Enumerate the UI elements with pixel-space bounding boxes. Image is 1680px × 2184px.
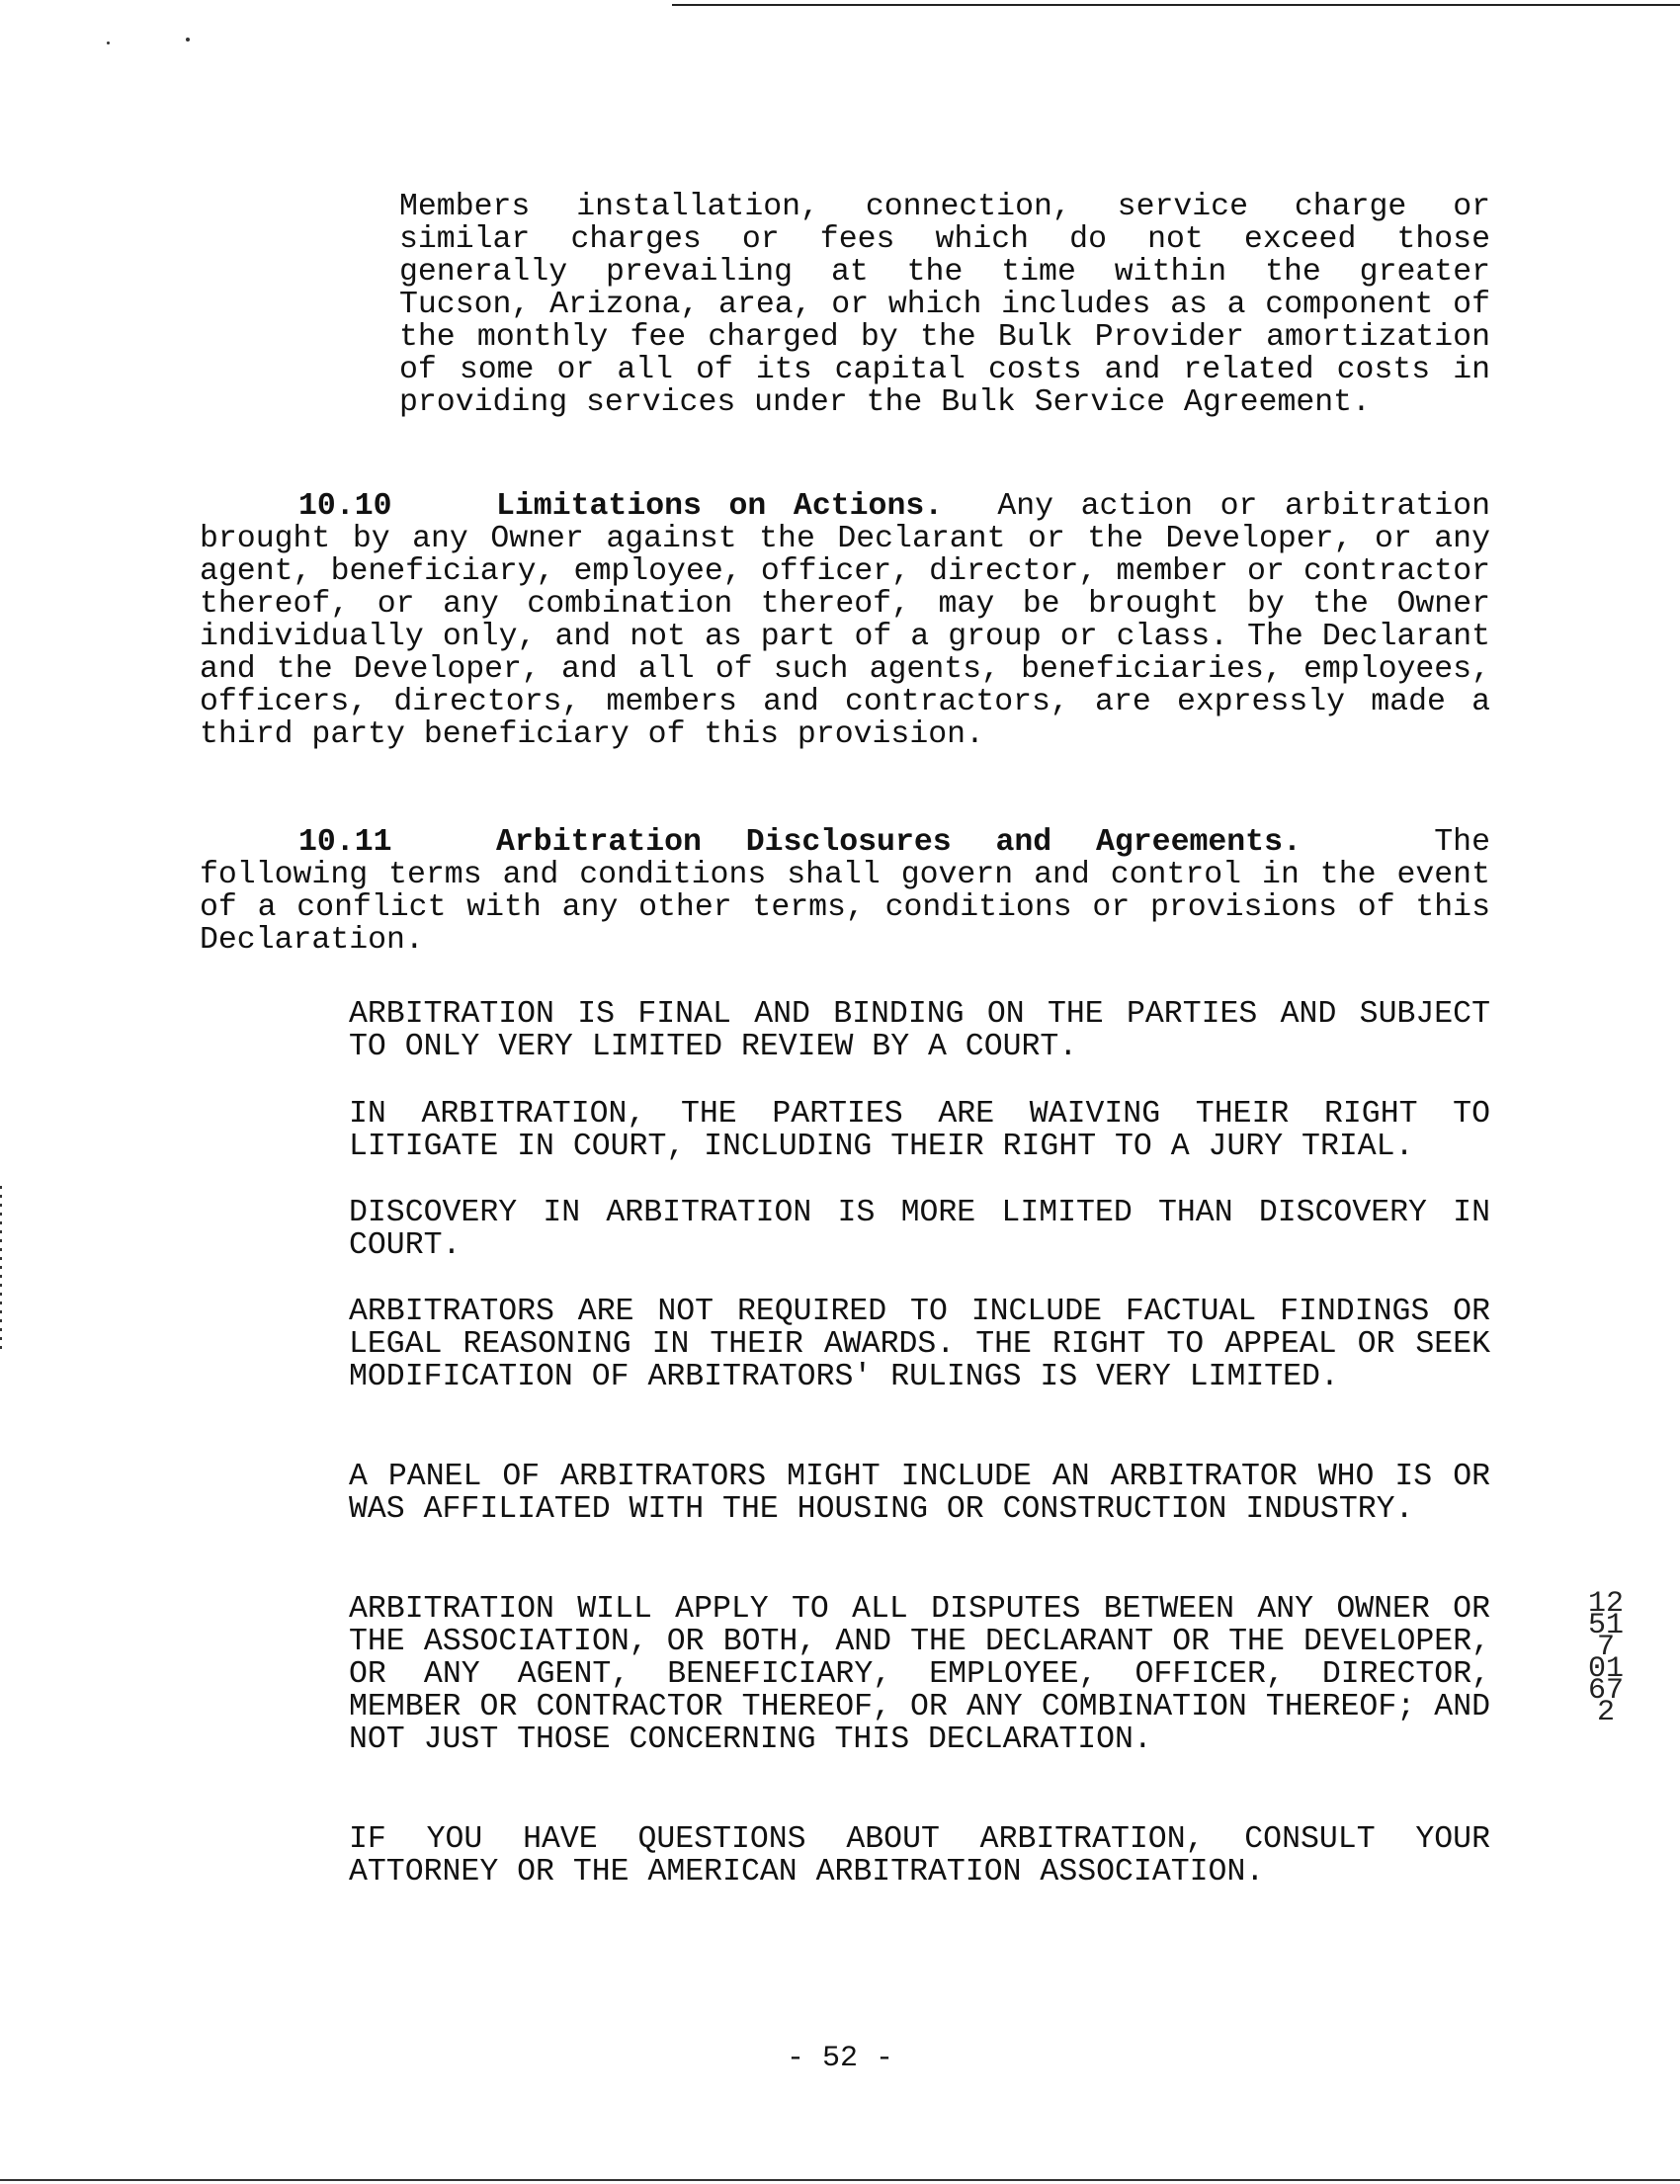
disclosure-paragraph: ARBITRATION IS FINAL AND BINDING ON THE PARTIES AND SUBJECT TO ONLY VERY LIMITED REVIEW BY A COURT. <box>349 997 1490 1064</box>
section-number: 10.10 <box>298 489 392 524</box>
section-title: Arbitration Disclosures and Agreements. <box>496 825 1302 860</box>
page-number: - 52 - <box>786 2042 894 2075</box>
disclosure-paragraph: ARBITRATION WILL APPLY TO ALL DISPUTES BETWEEN ANY OWNER OR THE ASSOCIATION, OR BOTH, AND THE DECLARANT OR THE DEVELOPER, OR ANY AGENT, BENEFICIARY, EMPLOYEE, OFFICER, DIRECTOR, MEMBER OR CONTRACTOR THEREOF, OR ANY COMBINATION THEREOF; AND NOT JUST THOSE CONCERNING THIS DECLARATION. <box>349 1592 1490 1757</box>
section-body: Any action or arbitration brought by any Owner against the Declarant or the Developer, or any agent, beneficiary, employee, officer, director, member or contractor thereof, or any combination thereof, may be brought by the Owner individually only, and not as part of a group or class. The Declarant and the Developer, and all of such agents, beneficiaries, employees, officers, directors, members and contractors, are expressly made a third party beneficiary of this provision. <box>200 489 1490 752</box>
recording-number: 12517 01672 <box>1587 1587 1624 1729</box>
disclosure-paragraph: DISCOVERY IN ARBITRATION IS MORE LIMITED THAN DISCOVERY IN COURT. <box>349 1196 1490 1263</box>
scan-edge-left <box>0 1186 2 1354</box>
intro-paragraph: Members installation, connection, service charge or similar charges or fees which do not exceed those generally prevailing at the time within the greater Tucson, Arizona, area, or which includes as a component of the monthly fee charged by the Bulk Provider amortization of some or all of its capital costs and related costs in providing services under the Bulk Service Agreement. <box>399 190 1490 420</box>
scan-speck <box>107 42 110 44</box>
scan-edge-bottom <box>0 2179 1680 2181</box>
scan-edge-top <box>672 4 1680 6</box>
section-number: 10.11 <box>298 825 392 860</box>
disclosure-paragraph: A PANEL OF ARBITRATORS MIGHT INCLUDE AN ARBITRATOR WHO IS OR WAS AFFILIATED WITH THE HOUSING OR CONSTRUCTION INDUSTRY. <box>349 1460 1490 1527</box>
scan-speck <box>186 38 190 42</box>
section-10-11 <box>200 826 1490 957</box>
section-body: The following terms and conditions shall govern and control in the event of a conflict with any other terms, conditions or provisions of this Declaration. <box>200 825 1490 958</box>
section-title: Limitations on Actions. <box>496 489 944 524</box>
section-10-10 <box>200 490 1490 751</box>
disclosure-paragraph: IN ARBITRATION, THE PARTIES ARE WAIVING THEIR RIGHT TO LITIGATE IN COURT, INCLUDING THEIR RIGHT TO A JURY TRIAL. <box>349 1097 1490 1164</box>
disclosure-paragraph: IF YOU HAVE QUESTIONS ABOUT ARBITRATION, CONSULT YOUR ATTORNEY OR THE AMERICAN ARBITRATION ASSOCIATION. <box>349 1822 1490 1890</box>
disclosure-paragraph: ARBITRATORS ARE NOT REQUIRED TO INCLUDE FACTUAL FINDINGS OR LEGAL REASONING IN THEIR AWARDS. THE RIGHT TO APPEAL OR SEEK MODIFICATION OF ARBITRATORS' RULINGS IS VERY LIMITED. <box>349 1295 1490 1394</box>
